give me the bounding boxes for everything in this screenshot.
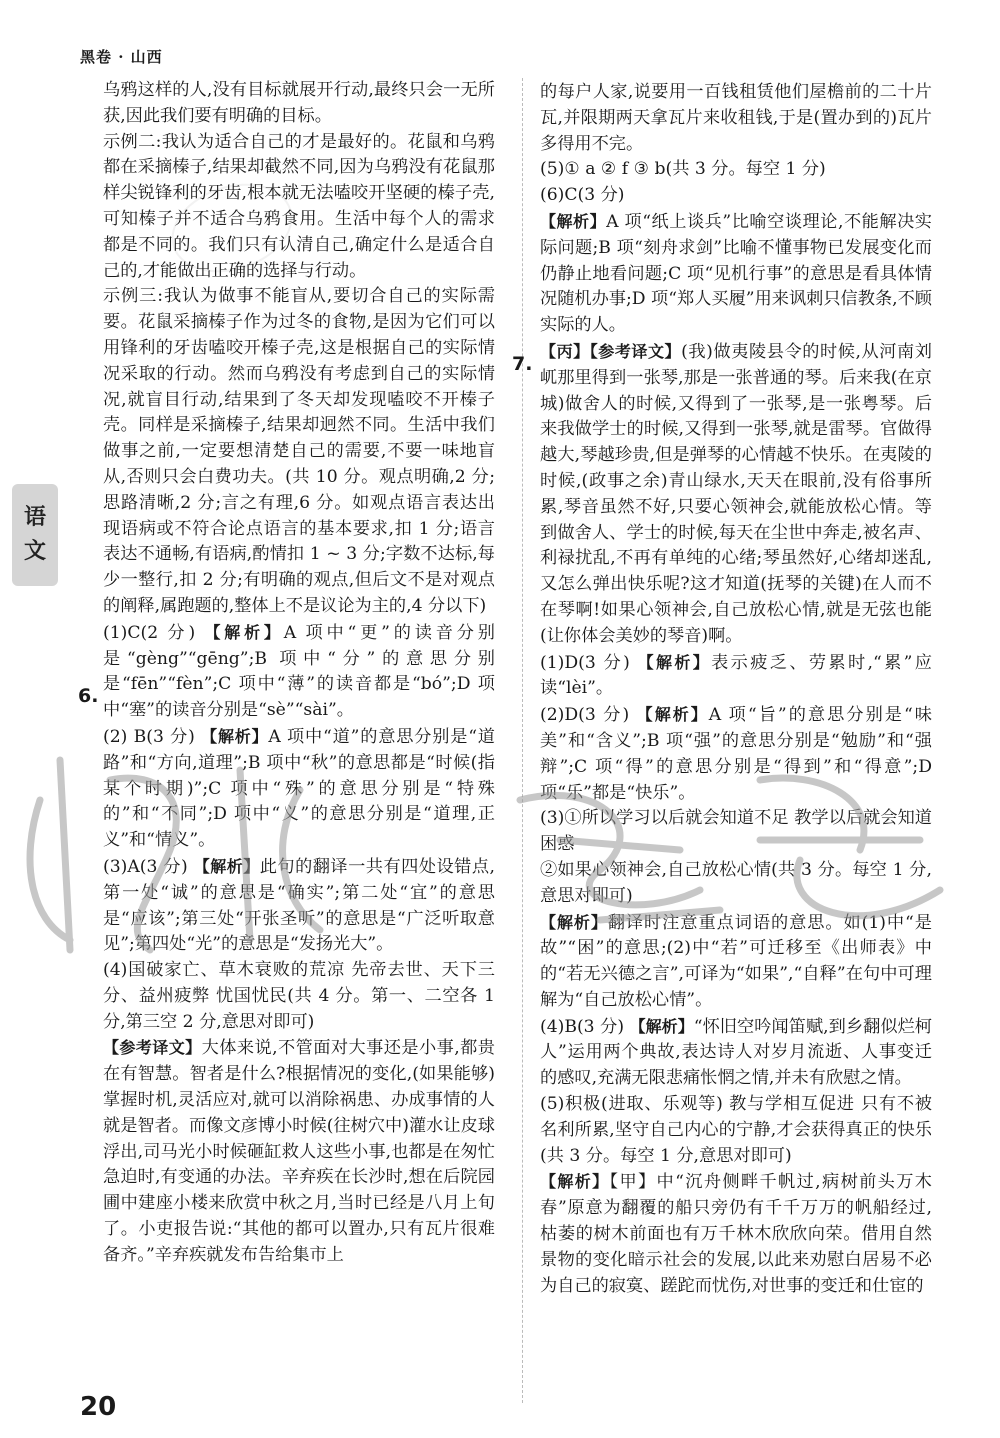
q7-tag: 【参考译文】 [589, 341, 682, 361]
q7-translation [540, 339, 932, 650]
q7-item-7: (5)积极(进取、乐观等) 教与学相互促进 只有不被名利所累,坚守自己内心的宁静,才会获得真正的快乐(共 3 分。每空 1 分,意思对即可) [540, 1094, 932, 1166]
q7-item-5-tag: 【解析】 [540, 912, 608, 932]
q7-item-4: ②如果心领神会,自己放松心情(共 3 分。每空 1 分,意思对即可) [540, 859, 932, 906]
q7-head: 【丙】 [540, 341, 590, 361]
q6-item-1 [103, 620, 495, 724]
page-number: 20 [80, 1392, 117, 1422]
q7-item-8 [540, 1169, 932, 1299]
header-title: 黑卷 · 山西 [80, 48, 163, 66]
q6-item-4 [103, 958, 495, 1035]
q6-item-2 [103, 724, 495, 854]
left-paragraph-3: 示例三:我认为做事不能盲从,要切合自己的实际需要。花鼠采摘榛子作为过冬的食物,是因为它们可以用锋利的牙齿嗑咬开榛子壳,这是根据自己的实际情况采取的行动。然而乌鸦没有考虑到自己的实际情况,就盲目行动,结果到了冬天却发现嗑咬不开榛子壳。同样是采摘榛子,结果却迥然不同。生活中我们做事之前,一定要想清楚自己的需要,不要一味地盲从,否则只会白费功夫。(共 10 分。观点明确,2 分;思路清晰,2 分;言之有理,6 分。如观点语言表达出现语病或不符合论点语言的基本要求,扣 1 分;语言表达不通畅,有语病,酌情扣 1 ~ 3 分;字数不达标,每少一整行,扣 2 分;有明确的观点,但后文不是对观点的阐释,属跑题的,整体上不是议论为主的,4 分以下) [103, 286, 495, 616]
q7-item-1 [540, 650, 932, 703]
q7-item-6 [540, 1014, 932, 1092]
q7-item-1-pre: (1)D(3 分) [540, 652, 630, 673]
q6-item-3-tag: 【解析】 [193, 856, 260, 876]
q6-item-3-text: 此句的翻译一共有四处设错点,第一处“诚”的意思是“确实”;第二处“宜”的意思是“应该”;第三处“开张圣听”的意思是“广泛听取意见”;第四处“光”的意思是“发扬光大”。 [103, 856, 496, 955]
q7-item-8-tag: 【解析】 [540, 1172, 610, 1192]
q6-6-tag: 【解析】 [540, 211, 607, 231]
q6-item-2-text: A 项中“道”的意思分别是“道路”和“方向,道理”;B 项中“秋”的意思都是“时候(指某个时期)”;C 项中“殊”的意思分别是“特殊的”和“不同”;D 项中“义”的意思分别是“道理,正义”和“情义”。 [103, 726, 495, 851]
right-intro: 的每户人家,说要用一百钱租赁他们屋檐前的二十片瓦,并限期两天拿瓦片来收租钱,于是(置办到的)瓦片多得用不完。 [540, 82, 932, 154]
q6-item-5 [103, 1035, 495, 1268]
q6-item-1-pre: (1)C(2 分) [103, 622, 196, 643]
q7-text: (我)做夷陵县令的时候,从河南刘屼那里得到一张琴,那是一张普通的琴。后来我(在京城)做舍人的时候,又得到了一张琴,是一张粤琴。后来我做学士的时候,又得到一张琴,就是雷琴。官做得越大,琴越珍贵,但是弹琴的心情越不快乐。在夷陵的时候,(政事之余)青山绿水,天天在眼前,没有俗事所累,琴音虽然不好,只要心领神会,就能放松心情。等到做舍人、学士的时候,每天在尘世中奔走,被名声、利禄扰乱,不再有单纯的心绪;琴虽然好,心绪却迷乱,又怎么弹出快乐呢?这才知道(抚琴的关键)在人而不在琴啊!如果心领神会,自己放松心情,就是无弦也能(让你体会美妙的琴音)啊。 [540, 341, 932, 646]
q7-item-5-text: 翻译时注意重点词语的意思。如(1)中“是故”“困”的意思;(2)中“若”可迁移至《出师表》中的“若无兴德之言”,可译为“如果”,“自释”在句中可理解为“自己放松心情”。 [540, 912, 932, 1010]
left-paragraph-2: 示例二:我认为适合自己的才是最好的。花鼠和乌鸦都在采摘榛子,结果却截然不同,因为乌鸦没有花鼠那样尖锐锋利的牙齿,根本就无法嗑咬开坚硬的榛子壳,可知榛子并不适合乌鸦食用。生活中每个人的需求都是不同的。我们只有认清自己,确定什么是适合自己的,才能做出正确的选择与行动。 [103, 131, 495, 281]
q7-item-2 [540, 702, 932, 806]
q6-item-2-tag: 【解析】 [201, 726, 269, 746]
left-column [103, 78, 495, 1269]
q6-5-answer: (5)① a ② f ③ b(共 3 分。每空 1 分) [540, 159, 826, 180]
q7-number: 7. [512, 353, 533, 375]
q6-item-1-tag: 【解析】 [204, 622, 284, 642]
column-divider [522, 78, 523, 1403]
q7-item-2-pre: (2)D(3 分) [540, 705, 630, 726]
q7-item-2-tag: 【解析】 [636, 705, 709, 725]
q7-item-1-tag: 【解析】 [637, 652, 712, 672]
left-paragraph-1: 乌鸦这样的人,没有目标就展开行动,最终只会一无所获,因此我们要有明确的目标。 [103, 80, 495, 126]
q7-item-6-text: “怀旧空吟闻笛赋,到乡翻似烂柯人”运用两个典故,表达诗人对岁月流逝、人事变迁的感叹,充满无限悲痛怅惘之情,并未有欣慰之情。 [540, 1016, 932, 1089]
q7-item-1-text: 表示疲乏、劳累时,“累”应读“lèi”。 [540, 652, 932, 699]
q6-item-5-tag: 【参考译文】 [103, 1038, 202, 1058]
q6-6-analysis [540, 209, 932, 339]
right-column [540, 80, 932, 1299]
q7-item-2-text: A 项“旨”的意思分别是“味美”和“含义”;B 项“强”的意思分别是“勉励”和“强辩”;C 项“得”的意思分别是“得到”和“得意”;D 项“乐”都是“快乐”。 [540, 705, 932, 803]
q7-item-5 [540, 910, 932, 1014]
q6-item-3 [103, 854, 495, 958]
subject-tab [12, 484, 58, 586]
q7-item-8-text: 【甲】中“沉舟侧畔千帆过,病树前头万木春”原意为翻覆的船只旁仍有千千万万的帆船经过,枯萎的树木前面也有万千林木欣欣向荣。借用自然景物的变化暗示社会的发展,以此来劝慰白居易不必为自己的寂寞、蹉跎而忧伤,对世事的变迁和仕宦的 [540, 1172, 932, 1296]
q7-item-6-tag: 【解析】 [629, 1016, 694, 1036]
q6-6-text: A 项“纸上谈兵”比喻空谈理论,不能解决实际问题;B 项“刻舟求剑”比喻不懂事物已发展变化而仍静止地看问题;C 项“见机行事”的意思是看具体情况随机办事;D 项“郑人买履”用来讽刺只信教条,不顾实际的人。 [540, 211, 932, 336]
subject-tab-char-2: 文 [23, 539, 46, 564]
q7-item-3: (3)①所以学习以后就会知道不足 教学以后就会知道困惑 [540, 808, 932, 855]
subject-tab-char-1: 语 [23, 505, 46, 530]
q7-item-6-pre: (4)B(3 分) [540, 1016, 625, 1037]
q6-item-1-text: A 项中“更”的读音分别是“gèng”“gēng”;B 项中“分”的意思分别是“fēn”“fèn”;C 项中“薄”的读音都是“bó”;D 项中“塞”的读音分别是“sè”“sài”。 [103, 622, 495, 721]
q6-item-5-text: 大体来说,不管面对大事还是小事,都贵在有智慧。智者是什么?根据情况的变化,(如果能够)掌握时机,灵活应对,就可以消除祸患、办成事情的人就是智者。而像文彦博小时候(往树穴中)灌水让皮球浮出,司马光小时候砸缸救人这些小事,也都是在匆忙急迫时,有变通的办法。辛弃疾在长沙时,想在后院园圃中建座小楼来欣赏中秋之月,当时已经是八月上旬了。小吏报告说:“其他的都可以置办,只有瓦片很难备齐。”辛弃疾就发布告给集市上 [103, 1038, 495, 1265]
q6-item-4-text: (4)国破家亡、草木衰败的荒凉 先帝去世、天下三分、益州疲弊 忧国忧民(共 4 分。第一、二空各 1 分,第三空 2 分,意思对即可) [103, 960, 495, 1032]
q6-number: 6. [78, 685, 99, 707]
q6-item-2-pre: (2) B(3 分) [103, 726, 195, 747]
q6-item-3-pre: (3)A(3 分) [103, 856, 188, 877]
q6-6-answer: (6)C(3 分) [540, 185, 625, 206]
